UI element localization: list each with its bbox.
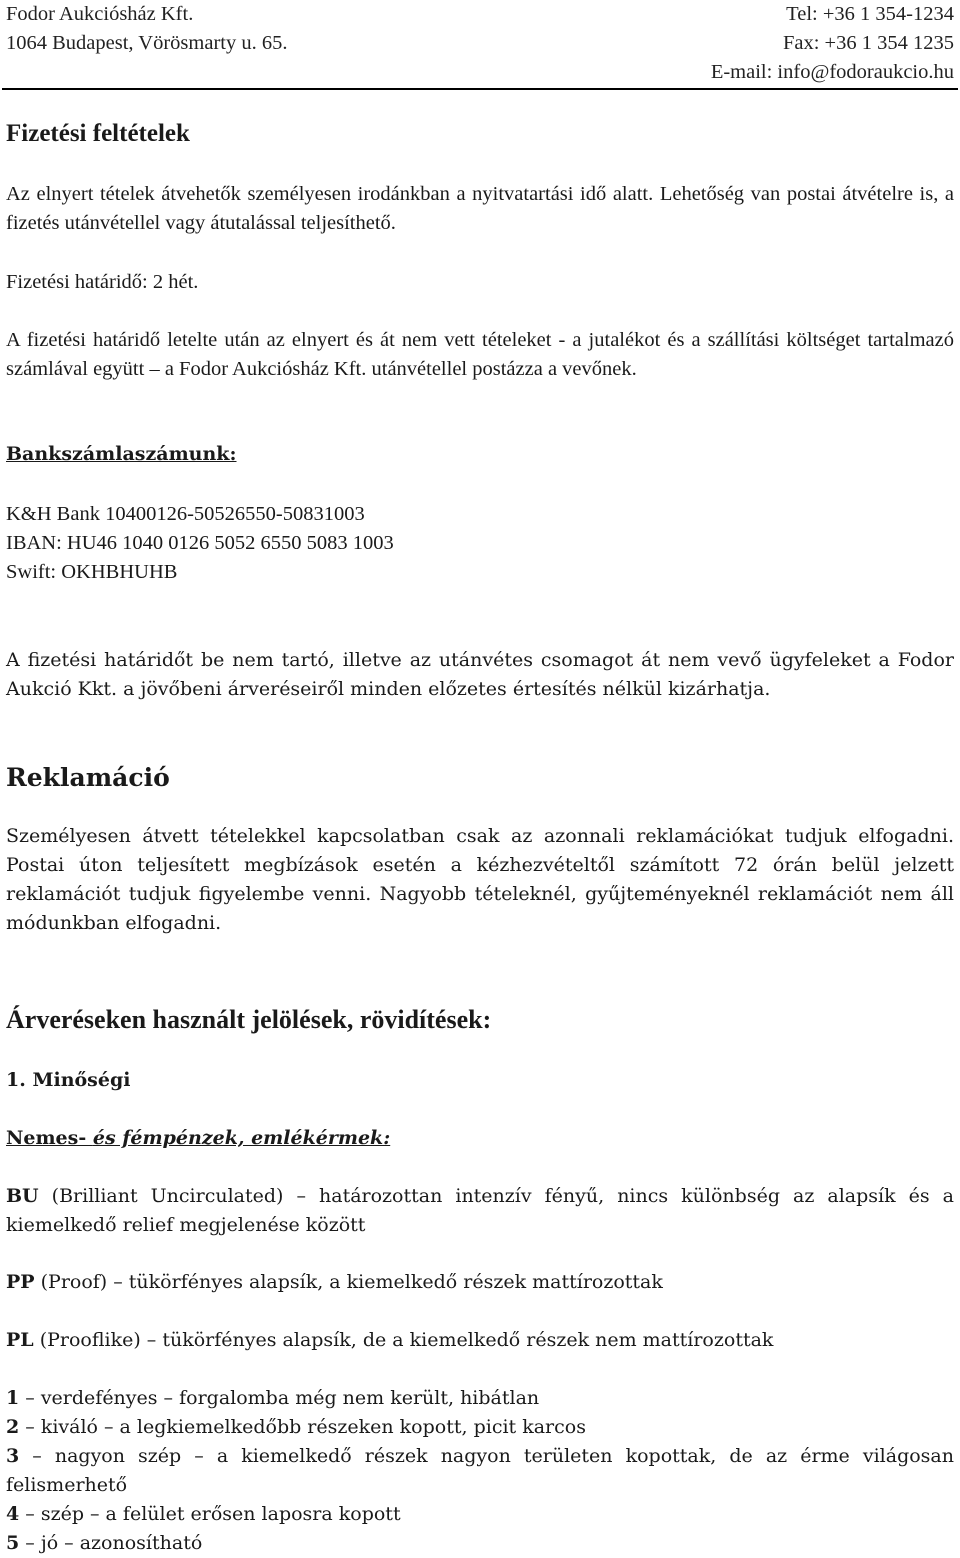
- payment-paragraph-1: Az elnyert tételek átvehetők személyesen irodánkban a nyitvatartási idő alatt. Lehetőség van postai átvételre is, a fizetés utánvétellel vagy átutalással teljesíthető.: [6, 183, 954, 234]
- payment-title: Fizetési feltételek: [6, 120, 190, 147]
- grade-num: 1: [6, 1387, 20, 1409]
- marks-subtitle-quality: 1. Minőségi: [6, 1069, 131, 1091]
- def-pl-text: (Prooflike) – tükörfényes alapsík, de a kiemelkedő részek nem mattírozottak: [33, 1329, 774, 1351]
- def-bu-abbr: BU: [6, 1185, 39, 1207]
- contact-tel: Tel: +36 1 354-1234: [786, 3, 954, 25]
- def-bu-text: (Brilliant Uncirculated) – határozottan intenzív fényű, nincs különbség az alapsík és a kiemelkedő relief megjelenése között: [6, 1185, 954, 1236]
- contact-fax: Fax: +36 1 354 1235: [782, 32, 954, 54]
- bank-details: [6, 500, 954, 587]
- grade-text: – kiváló – a legkiemelkedőbb részeken kopott, picit karcos: [19, 1416, 586, 1438]
- def-pp-abbr: PP: [6, 1271, 35, 1293]
- coins-heading-a: Nemes-: [6, 1127, 93, 1149]
- grade-text: – szép – a felület erősen laposra kopott: [19, 1503, 401, 1525]
- coins-heading: [6, 1124, 954, 1153]
- grade-num: 5: [6, 1532, 20, 1554]
- def-bu: [6, 1182, 954, 1240]
- bank-iban: IBAN: HU46 1040 0126 5052 6550 5083 1003: [6, 532, 394, 554]
- grade-item-2: [6, 1413, 954, 1442]
- grade-text: – verdefényes – forgalomba még nem került, hibátlan: [19, 1387, 540, 1409]
- grade-num: 2: [6, 1416, 20, 1438]
- complaint-paragraph: Személyesen átvett tételekkel kapcsolatban csak az azonnali reklamációkat tudjuk elfogadni. Postai úton teljesített megbízások esetén a kézhezvételtől számított 72 órán belül jelzett reklamációt tudjuk figyelembe venni. Nagyobb tételeknél, gyűjteményeknél reklamációt nem áll módunkban elfogadni.: [6, 825, 954, 934]
- bank-account: K&H Bank 10400126-50526550-50831003: [6, 503, 365, 525]
- complaint-title: Reklamáció: [6, 763, 170, 792]
- grade-list: [6, 1384, 954, 1558]
- company-name: Fodor Aukciósház Kft.: [6, 3, 194, 25]
- payment-paragraph-3: A fizetési határidőt be nem tartó, illetve az utánvétes csomagot át nem vevő ügyfeleket a Fodor Aukció Kkt. a jövőbeni árveréseiről minden előzetes értesítés nélkül kizárhatja.: [6, 649, 954, 700]
- grade-text: – jó – azonosítható: [19, 1532, 203, 1554]
- coins-heading-b: és fémpénzek, emlékérmek:: [92, 1127, 391, 1149]
- grade-item-4: [6, 1500, 954, 1529]
- def-pp-text: (Proof) – tükörfényes alapsík, a kiemelkedő részek mattírozottak: [34, 1271, 663, 1293]
- bank-swift: Swift: OKHBHUHB: [6, 561, 178, 583]
- company-address: 1064 Budapest, Vörösmarty u. 65.: [6, 32, 288, 54]
- contact-email: E-mail: info@fodoraukcio.hu: [710, 61, 954, 83]
- grade-item-1: [6, 1384, 954, 1413]
- def-pl-abbr: PL: [6, 1329, 34, 1351]
- marks-title: Árveréseken használt jelölések, rövidítések:: [6, 1005, 492, 1034]
- grade-num: 3: [6, 1445, 20, 1467]
- company-block: [6, 0, 287, 58]
- header-divider: [2, 88, 958, 90]
- def-pp: [6, 1268, 954, 1297]
- bank-label: Bankszámlaszámunk:: [6, 443, 237, 465]
- grade-item-5: [6, 1529, 954, 1558]
- contact-block: [711, 0, 954, 87]
- def-pl: [6, 1326, 954, 1355]
- grade-item-3: [6, 1442, 954, 1500]
- grade-text: – nagyon szép – a kiemelkedő részek nagyon területen kopottak, de az érme világosan felismerhető: [6, 1445, 954, 1496]
- grade-num: 4: [6, 1503, 20, 1525]
- payment-deadline: Fizetési határidő: 2 hét.: [6, 271, 199, 293]
- payment-paragraph-2: A fizetési határidő letelte után az elnyert és át nem vett tételeket - a jutalékot és a szállítási költséget tartalmazó számlával együtt – a Fodor Aukciósház Kft. utánvétellel postázza a vevőnek.: [6, 329, 954, 380]
